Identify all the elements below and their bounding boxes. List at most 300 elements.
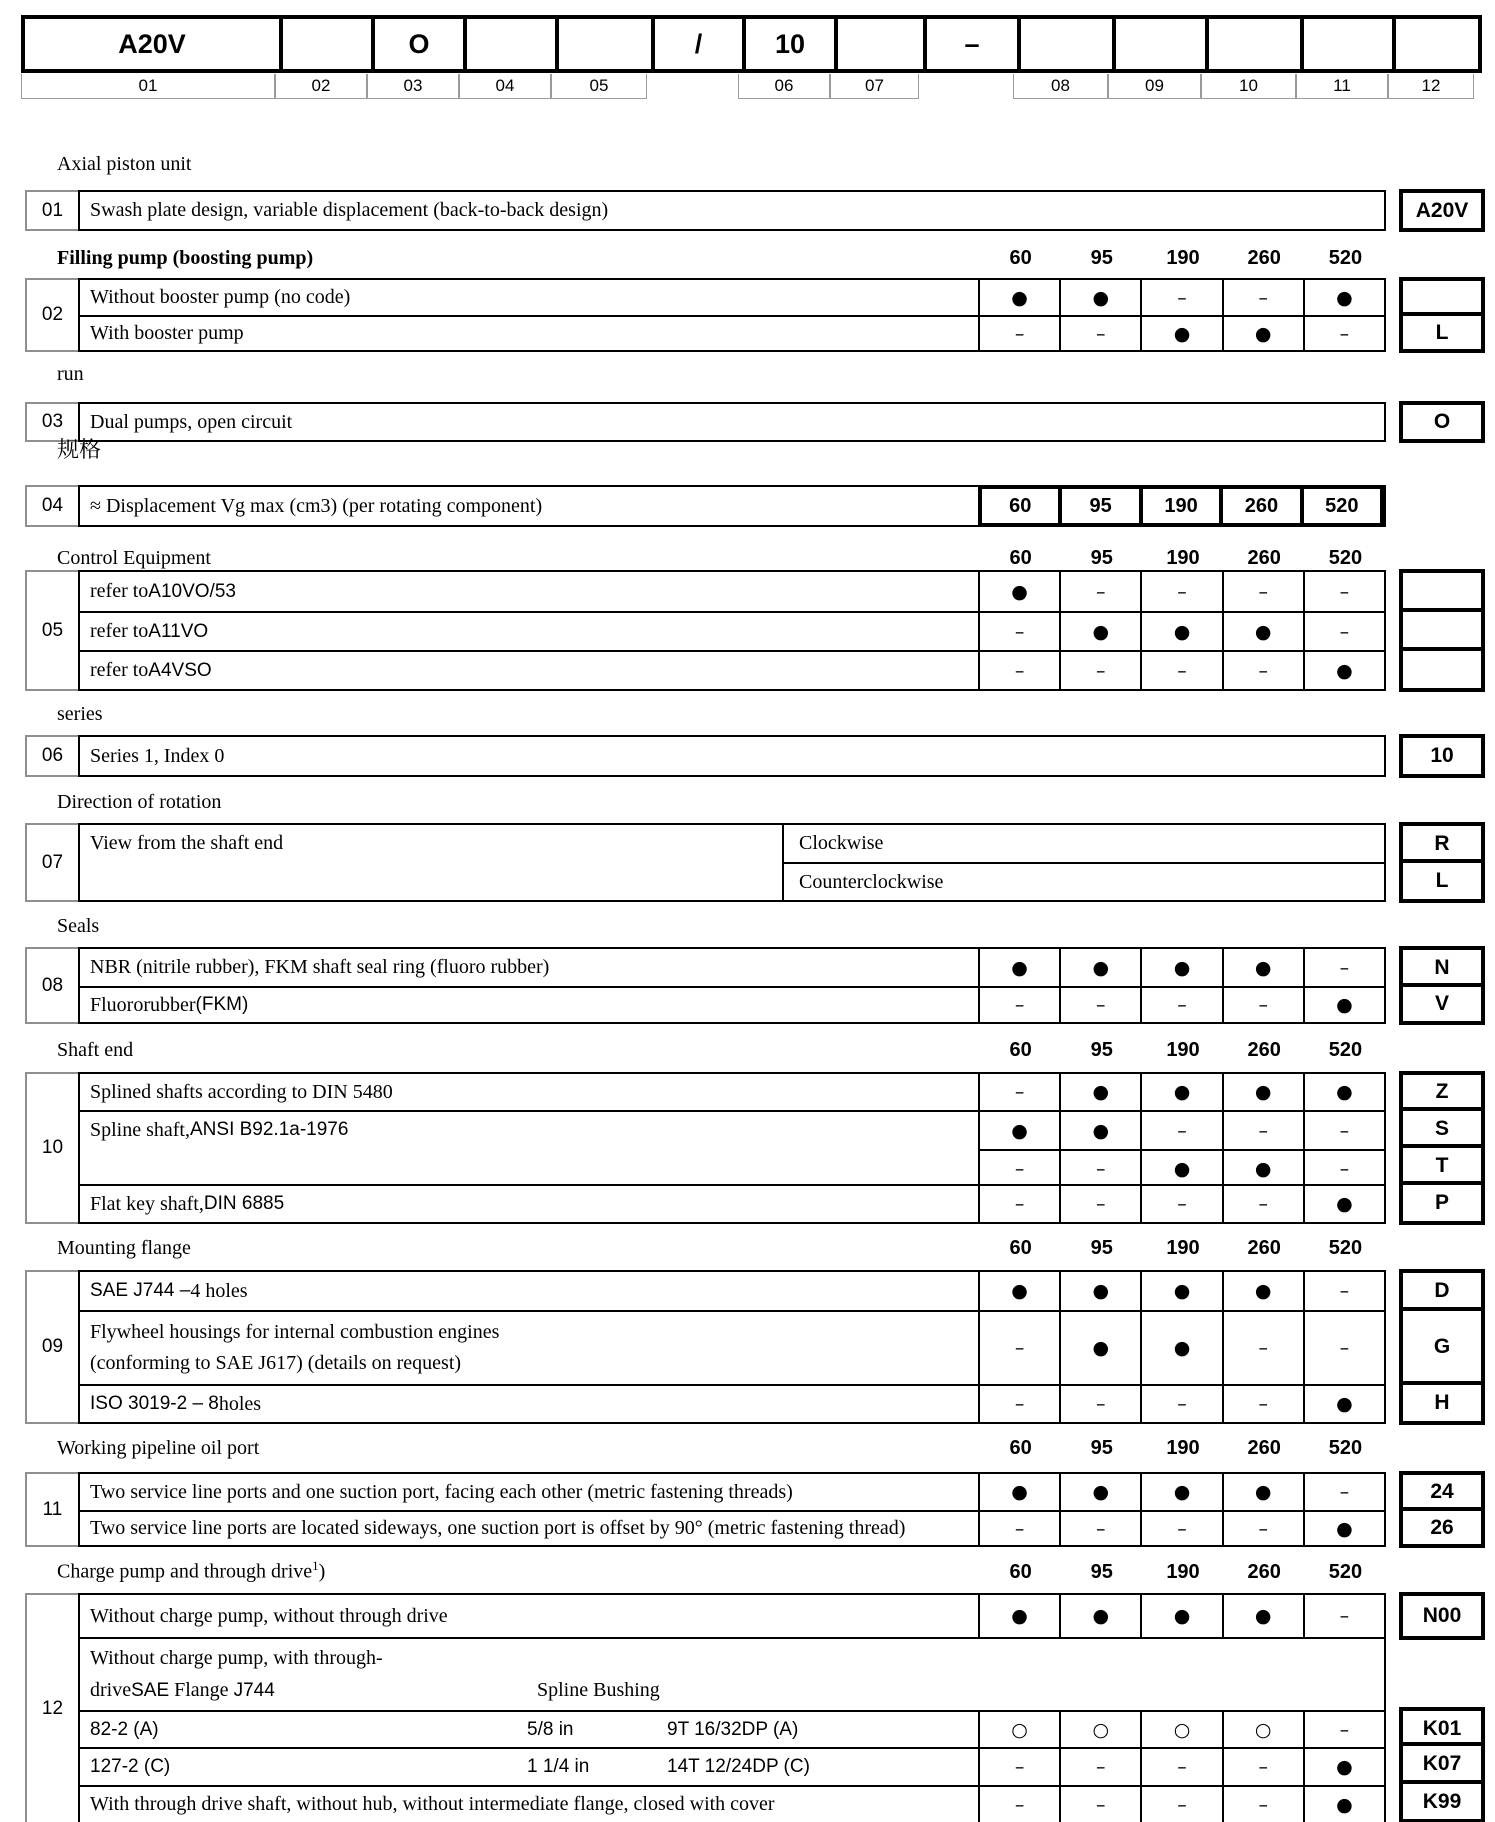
availability-cell: – [1059, 1787, 1140, 1822]
availability-cell: ● [1140, 1474, 1221, 1510]
size-labels [980, 1437, 1386, 1460]
section-03 [0, 402, 1495, 442]
code-box: H [1399, 1381, 1485, 1425]
table-row [80, 986, 1384, 1022]
availability-cell: – [1303, 613, 1384, 650]
row-label: refer to [90, 659, 149, 681]
table-row-group [80, 1110, 1384, 1184]
section-number: 10 [25, 1072, 80, 1224]
availability-cell: – [1014, 1337, 1025, 1359]
availability-cell: ● [1059, 1074, 1140, 1110]
size-labels [980, 1039, 1386, 1062]
availability-cell: ● [1059, 1474, 1140, 1510]
row-label: Swash plate design, variable displacement (back-to-back design) [90, 199, 609, 221]
size-label: 260 [1247, 1561, 1281, 1583]
row-label-code: DIN 6885 [203, 1193, 285, 1214]
availability-cell: ○ [1140, 1712, 1221, 1747]
section-02 [0, 278, 1495, 352]
row-label: Without booster pump (no code) [90, 286, 351, 308]
size-label: 520 [1328, 547, 1363, 569]
availability-cell: ● [1140, 613, 1221, 650]
code-box: A20V [1399, 189, 1485, 232]
size-label: 95 [1090, 1039, 1113, 1061]
position-number: 01 [21, 74, 275, 99]
section-09 [0, 1270, 1495, 1424]
availability-cell: ● [1222, 1151, 1303, 1186]
availability-cell: – [1014, 1517, 1025, 1540]
size-label: 60 [1009, 247, 1032, 269]
row-label: 4 holes [190, 1279, 248, 1302]
model-code-separator: – [923, 19, 1017, 69]
availability-cell: ● [1011, 580, 1028, 603]
availability-cell: – [1059, 1749, 1140, 1785]
availability-stack [978, 1112, 1384, 1184]
availability-cell: ○ [1059, 1712, 1140, 1747]
availability-cell: – [1059, 1512, 1140, 1545]
availability-cell: ● [1059, 949, 1140, 986]
table-row [784, 825, 1384, 862]
code-box: 24 [1399, 1471, 1485, 1513]
section-number: 05 [25, 570, 80, 691]
section-number: 12 [25, 1593, 80, 1822]
availability-cell: ● [1140, 317, 1221, 350]
availability-cell: – [1140, 1112, 1221, 1149]
code-box: K07 [1399, 1742, 1485, 1786]
availability-cells [978, 1272, 1384, 1310]
row-label: View from the shaft end [90, 832, 284, 854]
position-number: 02 [275, 74, 367, 99]
size-label: 190 [1166, 1561, 1200, 1583]
availability-cell: – [1014, 322, 1025, 345]
row-label: With booster pump [90, 322, 244, 344]
size-label: 190 [1166, 247, 1200, 269]
availability-cell: ● [1303, 1787, 1384, 1822]
availability-cell: – [1059, 1386, 1140, 1422]
table-row [80, 1384, 1384, 1422]
availability-cell: – [1140, 1749, 1221, 1785]
model-code-cell [463, 19, 555, 69]
position-number: 03 [367, 74, 459, 99]
availability-cell: ● [1140, 1312, 1221, 1384]
size-box: 260 [1219, 489, 1299, 523]
availability-cell: – [1222, 1386, 1303, 1422]
section-number: 09 [25, 1270, 80, 1424]
availability-cell: – [1222, 1186, 1303, 1222]
size-label: 190 [1166, 547, 1200, 569]
row-label-code: A4VSO [148, 659, 212, 681]
model-code-cell: A20V [118, 28, 186, 59]
availability-cell: – [1222, 988, 1303, 1022]
availability-cell: ● [1059, 1595, 1140, 1637]
availability-cell: ● [1011, 1119, 1028, 1142]
model-code-cell [1392, 19, 1478, 69]
size-label: 95 [1090, 1237, 1113, 1259]
size-label: 60 [1009, 547, 1032, 569]
availability-cell: – [1222, 1312, 1303, 1384]
availability-cell: ● [1222, 1474, 1303, 1510]
availability-cells [978, 613, 1384, 650]
rotation-options [782, 825, 1384, 900]
bushing-size: 1 1/4 in [527, 1756, 590, 1777]
availability-cell: – [1014, 1193, 1025, 1215]
row-label-code: (FKM) [195, 994, 249, 1015]
availability-cells [978, 1186, 1384, 1222]
row-label-code: ANSI B92.1a-1976 [190, 1119, 349, 1140]
availability-cell: ● [1303, 1386, 1384, 1422]
row-label: Spline shaft, [90, 1119, 190, 1141]
section-heading-charge-pump-through-drive: Charge pump and through drive$^1$) 60 95 190 260 520 [0, 1558, 1495, 1584]
section-01 [0, 190, 1495, 231]
availability-cell: – [1222, 1112, 1303, 1149]
table-row [80, 650, 1384, 689]
spline-spec: 14T 12/24DP (C) [667, 1756, 810, 1777]
row-label: refer to [90, 580, 149, 602]
availability-cell: ● [1303, 652, 1384, 689]
availability-cell: ● [1059, 1312, 1140, 1384]
size-label: 95 [1090, 1561, 1113, 1583]
availability-cell: – [1222, 1787, 1303, 1822]
row-label: Series 1, Index 0 [90, 744, 225, 767]
table-row [784, 862, 1384, 900]
section-heading-run: run [57, 363, 84, 385]
code-box: G [1399, 1307, 1485, 1387]
bushing-size: 5/8 in [527, 1718, 574, 1740]
row-label: Splined shafts according to DIN 5480 [90, 1080, 393, 1103]
availability-cell: – [1222, 572, 1303, 611]
size-label: 190 [1166, 1237, 1200, 1259]
table-row [80, 315, 1384, 350]
availability-cell: – [1014, 1393, 1025, 1415]
availability-cell: – [1140, 1512, 1221, 1545]
size-labels [980, 1561, 1386, 1584]
section-12 [0, 1593, 1495, 1822]
model-code-cell: O [371, 19, 463, 69]
availability-cell: ● [1222, 317, 1303, 350]
table-row [80, 1184, 1384, 1222]
availability-cells [978, 1512, 1384, 1545]
availability-cell: ● [1059, 1112, 1140, 1149]
model-code-cell: 10 [742, 19, 834, 69]
row-label: Flat key shaft, [90, 1192, 204, 1215]
code-box: S [1399, 1107, 1485, 1150]
availability-cells [980, 1149, 1384, 1186]
table-row [80, 611, 1384, 650]
model-code-cell [555, 19, 651, 69]
model-code-cell [1017, 19, 1112, 69]
model-code-cell [1112, 19, 1205, 69]
section-number: 03 [25, 402, 80, 442]
row-label: refer to [90, 620, 149, 642]
section-heading-control-equipment: Control Equipment 60 95 190 260 520 [0, 544, 1495, 570]
section-number: 01 [25, 190, 80, 231]
section-number: 11 [25, 1472, 80, 1547]
availability-cell: – [1303, 317, 1384, 350]
flange-size: 82-2 (A) [90, 1718, 159, 1740]
position-number: 09 [1108, 74, 1201, 99]
size-label: 260 [1247, 1437, 1281, 1459]
availability-cell: – [1014, 1157, 1025, 1180]
model-code-table [21, 15, 1482, 99]
size-label: 260 [1247, 547, 1281, 569]
table-row [80, 192, 1384, 229]
subheader-sae: SAE [131, 1679, 170, 1701]
availability-cell: ● [1140, 1595, 1221, 1637]
row-label: Fluororubber [90, 993, 196, 1016]
table-row [80, 1310, 1384, 1384]
availability-cell: – [1140, 652, 1221, 689]
availability-cells [978, 572, 1384, 611]
size-labels [980, 1237, 1386, 1260]
table-row [80, 1785, 1384, 1822]
size-label: 520 [1328, 247, 1363, 269]
code-box: V [1399, 983, 1485, 1025]
size-box: 190 [1139, 489, 1219, 523]
code-box: P [1399, 1181, 1485, 1225]
table-subheader-row [80, 1637, 1384, 1710]
code-box: N00 [1399, 1592, 1485, 1640]
code-box: N [1399, 946, 1485, 989]
table-row [80, 1510, 1384, 1545]
row-label: ≈ Displacement Vg max (cm3) (per rotating component) [90, 494, 543, 517]
position-number-blank [919, 74, 1013, 99]
availability-cell: ● [1140, 1151, 1221, 1186]
position-number-blank [647, 74, 738, 99]
size-label: 60 [1009, 1437, 1032, 1459]
subheader-spline-bushing: Spline Bushing [537, 1678, 660, 1701]
subheader-line1: Without charge pump, with through- [90, 1647, 383, 1670]
row-label-code: A10VO/53 [148, 580, 236, 602]
availability-cell: – [1222, 1512, 1303, 1545]
model-code-cell [834, 19, 923, 69]
availability-cell: – [1222, 652, 1303, 689]
size-label: 190 [1166, 1039, 1200, 1061]
availability-cell: ● [1059, 1272, 1140, 1310]
section-number: 08 [25, 947, 80, 1024]
position-number: 11 [1296, 74, 1388, 99]
availability-cells [978, 1595, 1384, 1637]
availability-cell: – [1140, 572, 1221, 611]
availability-cell: – [1014, 1756, 1025, 1778]
code-box: 26 [1399, 1507, 1485, 1548]
availability-cell: – [1303, 572, 1384, 611]
availability-cell: ● [1303, 1186, 1384, 1222]
position-number: 08 [1013, 74, 1108, 99]
size-label: 60 [1009, 1561, 1032, 1583]
code-box: L [1399, 312, 1485, 353]
row-label-code: ISO 3019-2 – 8 [90, 1393, 219, 1414]
availability-cell: ● [1140, 1074, 1221, 1110]
size-label: 520 [1328, 1561, 1363, 1583]
section-06 [0, 735, 1495, 777]
availability-cell: – [1303, 1595, 1384, 1637]
size-label: 260 [1247, 1237, 1281, 1259]
size-label: 95 [1090, 547, 1113, 569]
row-label-line2: (conforming to SAE J617) (details on request) [90, 1352, 462, 1375]
availability-cells [978, 1474, 1384, 1510]
table-row [80, 1474, 1384, 1510]
section-number: 04 [25, 485, 80, 527]
size-label: 520 [1328, 1437, 1363, 1459]
table-row [80, 737, 1384, 775]
code-box [1399, 647, 1485, 692]
size-labels [980, 547, 1386, 570]
code-box: K01 [1399, 1707, 1485, 1750]
position-number: 06 [738, 74, 830, 99]
availability-cell: – [1140, 988, 1221, 1022]
availability-cell: – [1303, 1312, 1384, 1384]
footnote-marker: 1 [312, 1558, 319, 1574]
availability-cell: – [1059, 1186, 1140, 1222]
position-number: 05 [551, 74, 647, 99]
row-label: Two service line ports and one suction port, facing each other (metric fastening threads) [90, 1480, 793, 1503]
spline-spec: 9T 16/32DP (A) [667, 1718, 799, 1740]
availability-cell: – [1059, 1151, 1140, 1186]
availability-cell: – [1014, 994, 1025, 1016]
section-number: 07 [25, 823, 80, 902]
position-number: 12 [1388, 74, 1474, 99]
row-label: NBR (nitrile rubber), FKM shaft seal ring (fluoro rubber) [90, 956, 550, 978]
table-row [80, 825, 1384, 900]
position-number: 10 [1201, 74, 1296, 99]
model-code-cell [279, 19, 371, 69]
availability-cell: ● [1011, 286, 1028, 309]
availability-cell: ● [1059, 280, 1140, 315]
size-label: 95 [1090, 1437, 1113, 1459]
availability-cell: ● [1222, 1595, 1303, 1637]
code-box: K99 [1399, 1780, 1485, 1822]
availability-cell: – [1014, 1081, 1025, 1103]
availability-cell: ● [1303, 1074, 1384, 1110]
availability-cells [978, 1386, 1384, 1422]
section-04 [0, 485, 1495, 527]
row-label: With through drive shaft, without hub, without intermediate flange, closed with cover [90, 1793, 775, 1815]
section-heading-specification: 规格 [57, 437, 102, 462]
availability-cells [978, 652, 1384, 689]
availability-cell: ● [1011, 956, 1028, 979]
availability-cell: – [1222, 1749, 1303, 1785]
section-heading-axial-piston-unit: Axial piston unit [57, 153, 192, 175]
availability-cells [978, 280, 1384, 315]
table-row [80, 1074, 1384, 1110]
position-number: 07 [830, 74, 919, 99]
position-number: 04 [459, 74, 551, 99]
size-label: 60 [1009, 1237, 1032, 1259]
availability-cell: – [1014, 1793, 1025, 1816]
section-10 [0, 1072, 1495, 1224]
availability-cell: ● [1140, 1272, 1221, 1310]
section-number: 06 [25, 735, 80, 777]
table-row [80, 280, 1384, 315]
availability-cell: – [1014, 659, 1025, 682]
availability-cell: ● [1303, 1512, 1384, 1545]
availability-cell: ○ [1011, 1718, 1028, 1741]
size-label: 60 [1009, 1039, 1032, 1061]
section-05 [0, 570, 1495, 691]
availability-cell: – [1303, 1712, 1384, 1747]
model-code-separator: / [651, 19, 742, 69]
size-box: 60 [1009, 494, 1032, 517]
code-box: Z [1399, 1071, 1485, 1113]
table-row [80, 404, 1384, 440]
availability-cells [978, 1312, 1384, 1384]
displacement-size-boxes [978, 485, 1384, 527]
section-heading-seals: Seals [57, 915, 100, 937]
availability-cell: – [1303, 1151, 1384, 1186]
availability-cell: ● [1222, 1074, 1303, 1110]
availability-cell: – [1303, 949, 1384, 986]
model-code-row [21, 15, 1482, 73]
availability-cells [978, 1712, 1384, 1747]
table-row [80, 572, 1384, 611]
section-11 [0, 1472, 1495, 1547]
availability-cell: – [1059, 572, 1140, 611]
table-row [80, 949, 1384, 986]
size-box: 520 [1300, 489, 1380, 523]
row-label: Clockwise [799, 832, 884, 854]
size-label: 520 [1328, 1039, 1363, 1061]
section-heading-shaft-end: Shaft end 60 95 190 260 520 [0, 1036, 1495, 1062]
model-code-cell [1300, 19, 1392, 69]
availability-cell: – [1140, 280, 1221, 315]
table-row [80, 487, 1384, 525]
code-box: 10 [1399, 734, 1485, 778]
section-heading-filling-pump: Filling pump (boosting pump) 60 95 190 260 520 [0, 244, 1495, 270]
availability-cell: – [1059, 317, 1140, 350]
size-label: 190 [1166, 1437, 1200, 1459]
row-label: Without charge pump, without through drive [90, 1604, 448, 1627]
availability-cells [980, 1112, 1384, 1149]
availability-cell: ● [1303, 988, 1384, 1022]
subheader-j744: J744 [233, 1679, 275, 1701]
size-label: 260 [1247, 1039, 1281, 1061]
availability-cell: – [1303, 1112, 1384, 1149]
availability-cells [978, 1074, 1384, 1110]
availability-cell: – [1014, 620, 1025, 643]
section-07 [0, 823, 1495, 902]
code-box: L [1399, 859, 1485, 903]
table-row [80, 1595, 1384, 1637]
flange-size: 127-2 (C) [90, 1756, 171, 1777]
code-box: R [1399, 822, 1485, 865]
table-row [80, 1272, 1384, 1310]
availability-cell: – [1140, 1186, 1221, 1222]
availability-cell: – [1222, 280, 1303, 315]
availability-cells [978, 317, 1384, 350]
size-label: 520 [1328, 1237, 1363, 1259]
option-row [80, 1710, 1384, 1747]
row-label: holes [218, 1392, 262, 1415]
row-label: Counterclockwise [799, 870, 944, 893]
availability-cells [978, 1749, 1384, 1785]
availability-cell: – [1140, 1386, 1221, 1422]
subheader-flange: Flange [169, 1678, 234, 1701]
availability-cell: ● [1140, 949, 1221, 986]
size-box: 95 [1058, 489, 1138, 523]
section-heading-series: series [57, 703, 103, 725]
section-number: 02 [25, 278, 80, 352]
availability-cell: – [1303, 1272, 1384, 1310]
availability-cell: ● [1222, 613, 1303, 650]
code-box: O [1399, 401, 1485, 443]
availability-cell: – [1303, 1474, 1384, 1510]
availability-cell: ● [1011, 1280, 1028, 1302]
section-heading-mounting-flange: Mounting flange 60 95 190 260 520 [0, 1234, 1495, 1260]
position-number-row [21, 74, 1482, 99]
option-row [80, 1747, 1384, 1785]
availability-cells [978, 988, 1384, 1022]
model-code-cell [1205, 19, 1300, 69]
availability-cell: ● [1303, 1749, 1384, 1785]
